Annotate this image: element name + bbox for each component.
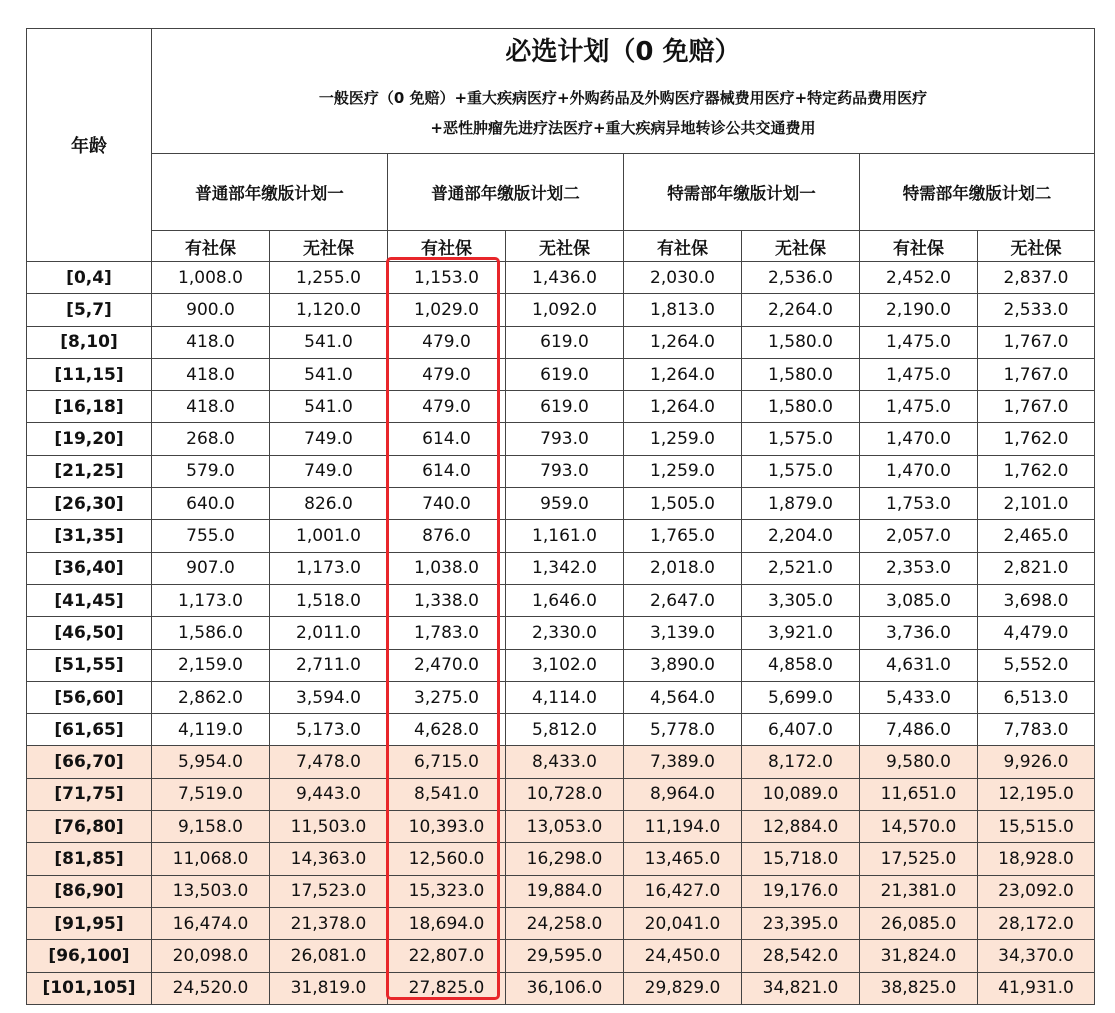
age-band-cell: [19,20] xyxy=(27,423,152,455)
plan-title: 必选计划（0 免赔） xyxy=(505,37,741,67)
table-row xyxy=(27,746,1095,778)
premium-cell: 11,068.0 xyxy=(152,843,270,875)
premium-cell: 4,858.0 xyxy=(742,649,860,681)
premium-cell: 2,264.0 xyxy=(742,294,860,326)
age-band-cell: [26,30] xyxy=(27,488,152,520)
premium-cell: 5,954.0 xyxy=(152,746,270,778)
age-band-cell: [5,7] xyxy=(27,294,152,326)
premium-cell: 418.0 xyxy=(152,358,270,390)
premium-cell: 17,525.0 xyxy=(860,843,978,875)
premium-cell: 4,631.0 xyxy=(860,649,978,681)
premium-cell: 29,829.0 xyxy=(624,972,742,1004)
table-row xyxy=(27,649,1095,681)
premium-cell: 24,520.0 xyxy=(152,972,270,1004)
premium-cell: 4,628.0 xyxy=(388,714,506,746)
premium-cell: 10,393.0 xyxy=(388,811,506,843)
premium-cell: 20,041.0 xyxy=(624,907,742,939)
premium-cell: 755.0 xyxy=(152,520,270,552)
premium-cell: 1,259.0 xyxy=(624,455,742,487)
premium-cell: 7,519.0 xyxy=(152,778,270,810)
age-band-cell: [71,75] xyxy=(27,778,152,810)
premium-cell: 268.0 xyxy=(152,423,270,455)
premium-cell: 2,521.0 xyxy=(742,552,860,584)
premium-cell: 1,008.0 xyxy=(152,262,270,294)
premium-cell: 18,694.0 xyxy=(388,907,506,939)
age-band-cell: [0,4] xyxy=(27,262,152,294)
premium-cell: 1,646.0 xyxy=(506,584,624,616)
premium-cell: 793.0 xyxy=(506,455,624,487)
with-social-security-header: 有社保 xyxy=(860,231,978,262)
table-row xyxy=(27,488,1095,520)
plan-title-cell xyxy=(152,29,1095,154)
premium-cell: 13,053.0 xyxy=(506,811,624,843)
premium-cell: 1,259.0 xyxy=(624,423,742,455)
premium-cell: 7,389.0 xyxy=(624,746,742,778)
premium-cell: 1,255.0 xyxy=(270,262,388,294)
age-band-cell: [56,60] xyxy=(27,681,152,713)
premium-cell: 541.0 xyxy=(270,326,388,358)
premium-cell: 541.0 xyxy=(270,391,388,423)
table-row xyxy=(27,423,1095,455)
table-row xyxy=(27,326,1095,358)
premium-cell: 2,204.0 xyxy=(742,520,860,552)
premium-cell: 28,172.0 xyxy=(978,907,1095,939)
table-row xyxy=(27,843,1095,875)
premium-cell: 1,575.0 xyxy=(742,455,860,487)
age-band-cell: [46,50] xyxy=(27,617,152,649)
premium-cell: 2,030.0 xyxy=(624,262,742,294)
table-row xyxy=(27,552,1095,584)
premium-cell: 740.0 xyxy=(388,488,506,520)
table-row xyxy=(27,940,1095,972)
premium-cell: 1,783.0 xyxy=(388,617,506,649)
premium-cell: 5,778.0 xyxy=(624,714,742,746)
premium-cell: 3,275.0 xyxy=(388,681,506,713)
premium-cell: 1,575.0 xyxy=(742,423,860,455)
premium-cell: 579.0 xyxy=(152,455,270,487)
premium-cell: 13,503.0 xyxy=(152,875,270,907)
premium-cell: 12,560.0 xyxy=(388,843,506,875)
premium-cell: 2,353.0 xyxy=(860,552,978,584)
premium-cell: 5,552.0 xyxy=(978,649,1095,681)
premium-cell: 2,647.0 xyxy=(624,584,742,616)
premium-cell: 1,586.0 xyxy=(152,617,270,649)
premium-cell: 15,718.0 xyxy=(742,843,860,875)
premium-cell: 749.0 xyxy=(270,423,388,455)
table-row xyxy=(27,294,1095,326)
premium-cell: 3,594.0 xyxy=(270,681,388,713)
age-band-cell: [91,95] xyxy=(27,907,152,939)
premium-cell: 10,728.0 xyxy=(506,778,624,810)
premium-cell: 18,928.0 xyxy=(978,843,1095,875)
premium-cell: 1,153.0 xyxy=(388,262,506,294)
premium-cell: 2,330.0 xyxy=(506,617,624,649)
premium-cell: 12,195.0 xyxy=(978,778,1095,810)
without-social-security-header: 无社保 xyxy=(978,231,1095,262)
premium-cell: 15,323.0 xyxy=(388,875,506,907)
premium-cell: 23,092.0 xyxy=(978,875,1095,907)
premium-cell: 4,564.0 xyxy=(624,681,742,713)
table-row xyxy=(27,681,1095,713)
premium-cell: 19,884.0 xyxy=(506,875,624,907)
premium-cell: 1,092.0 xyxy=(506,294,624,326)
premium-cell: 1,813.0 xyxy=(624,294,742,326)
premium-cell: 619.0 xyxy=(506,358,624,390)
table-row xyxy=(27,972,1095,1004)
premium-cell: 1,338.0 xyxy=(388,584,506,616)
premium-cell: 17,523.0 xyxy=(270,875,388,907)
premium-cell: 23,395.0 xyxy=(742,907,860,939)
premium-cell: 31,824.0 xyxy=(860,940,978,972)
premium-cell: 21,378.0 xyxy=(270,907,388,939)
premium-cell: 3,736.0 xyxy=(860,617,978,649)
premium-cell: 5,173.0 xyxy=(270,714,388,746)
premium-cell: 26,081.0 xyxy=(270,940,388,972)
premium-cell: 29,595.0 xyxy=(506,940,624,972)
premium-cell: 2,533.0 xyxy=(978,294,1095,326)
with-social-security-header: 有社保 xyxy=(624,231,742,262)
premium-cell: 907.0 xyxy=(152,552,270,584)
table-row xyxy=(27,875,1095,907)
age-column-header: 年龄 xyxy=(27,29,152,262)
premium-cell: 1,264.0 xyxy=(624,358,742,390)
premium-cell: 1,580.0 xyxy=(742,358,860,390)
premium-cell: 15,515.0 xyxy=(978,811,1095,843)
premium-cell: 2,821.0 xyxy=(978,552,1095,584)
age-band-cell: [81,85] xyxy=(27,843,152,875)
table-row xyxy=(27,455,1095,487)
premium-cell: 614.0 xyxy=(388,455,506,487)
premium-cell: 5,699.0 xyxy=(742,681,860,713)
premium-cell: 7,783.0 xyxy=(978,714,1095,746)
plan-header-special-2: 特需部年缴版计划二 xyxy=(860,154,1095,231)
age-band-cell: [66,70] xyxy=(27,746,152,778)
premium-cell: 13,465.0 xyxy=(624,843,742,875)
premium-cell: 3,698.0 xyxy=(978,584,1095,616)
premium-cell: 34,370.0 xyxy=(978,940,1095,972)
premium-cell: 479.0 xyxy=(388,358,506,390)
premium-cell: 2,190.0 xyxy=(860,294,978,326)
premium-cell: 9,158.0 xyxy=(152,811,270,843)
premium-cell: 16,427.0 xyxy=(624,875,742,907)
premium-cell: 36,106.0 xyxy=(506,972,624,1004)
age-band-cell: [16,18] xyxy=(27,391,152,423)
premium-cell: 4,479.0 xyxy=(978,617,1095,649)
premium-cell: 34,821.0 xyxy=(742,972,860,1004)
premium-cell: 6,715.0 xyxy=(388,746,506,778)
premium-cell: 2,101.0 xyxy=(978,488,1095,520)
premium-cell: 1,038.0 xyxy=(388,552,506,584)
premium-cell: 2,837.0 xyxy=(978,262,1095,294)
premium-cell: 38,825.0 xyxy=(860,972,978,1004)
premium-cell: 11,194.0 xyxy=(624,811,742,843)
premium-cell: 22,807.0 xyxy=(388,940,506,972)
premium-cell: 12,884.0 xyxy=(742,811,860,843)
premium-cell: 793.0 xyxy=(506,423,624,455)
age-band-cell: [86,90] xyxy=(27,875,152,907)
premium-cell: 31,819.0 xyxy=(270,972,388,1004)
without-social-security-header: 无社保 xyxy=(506,231,624,262)
premium-table-body xyxy=(27,262,1095,1005)
premium-cell: 9,443.0 xyxy=(270,778,388,810)
age-band-cell: [21,25] xyxy=(27,455,152,487)
premium-cell: 1,001.0 xyxy=(270,520,388,552)
premium-cell: 1,161.0 xyxy=(506,520,624,552)
premium-cell: 8,964.0 xyxy=(624,778,742,810)
premium-cell: 4,119.0 xyxy=(152,714,270,746)
table-row xyxy=(27,714,1095,746)
premium-cell: 10,089.0 xyxy=(742,778,860,810)
age-band-cell: [101,105] xyxy=(27,972,152,1004)
premium-cell: 3,305.0 xyxy=(742,584,860,616)
premium-cell: 1,767.0 xyxy=(978,326,1095,358)
premium-cell: 826.0 xyxy=(270,488,388,520)
premium-cell: 3,102.0 xyxy=(506,649,624,681)
age-band-cell: [11,15] xyxy=(27,358,152,390)
premium-cell: 1,029.0 xyxy=(388,294,506,326)
premium-cell: 6,513.0 xyxy=(978,681,1095,713)
coverage-line-2: +恶性肿瘤先进疗法医疗+重大疾病异地转诊公共交通费用 xyxy=(430,119,816,137)
age-band-cell: [96,100] xyxy=(27,940,152,972)
premium-cell: 2,452.0 xyxy=(860,262,978,294)
premium-cell: 900.0 xyxy=(152,294,270,326)
premium-cell: 640.0 xyxy=(152,488,270,520)
premium-cell: 1,173.0 xyxy=(152,584,270,616)
premium-cell: 2,159.0 xyxy=(152,649,270,681)
premium-cell: 876.0 xyxy=(388,520,506,552)
premium-cell: 1,505.0 xyxy=(624,488,742,520)
table-row xyxy=(27,520,1095,552)
premium-cell: 619.0 xyxy=(506,326,624,358)
age-band-cell: [41,45] xyxy=(27,584,152,616)
premium-cell: 1,120.0 xyxy=(270,294,388,326)
premium-cell: 28,542.0 xyxy=(742,940,860,972)
premium-cell: 8,172.0 xyxy=(742,746,860,778)
premium-cell: 3,890.0 xyxy=(624,649,742,681)
table-row xyxy=(27,391,1095,423)
premium-cell: 16,298.0 xyxy=(506,843,624,875)
premium-cell: 3,085.0 xyxy=(860,584,978,616)
premium-cell: 541.0 xyxy=(270,358,388,390)
premium-cell: 619.0 xyxy=(506,391,624,423)
premium-cell: 9,926.0 xyxy=(978,746,1095,778)
premium-cell: 2,057.0 xyxy=(860,520,978,552)
premium-cell: 1,580.0 xyxy=(742,326,860,358)
premium-cell: 1,767.0 xyxy=(978,358,1095,390)
premium-cell: 19,176.0 xyxy=(742,875,860,907)
age-band-cell: [51,55] xyxy=(27,649,152,681)
premium-cell: 418.0 xyxy=(152,391,270,423)
premium-cell: 479.0 xyxy=(388,391,506,423)
age-band-cell: [61,65] xyxy=(27,714,152,746)
table-row xyxy=(27,811,1095,843)
premium-cell: 27,825.0 xyxy=(388,972,506,1004)
premium-cell: 24,450.0 xyxy=(624,940,742,972)
premium-cell: 11,651.0 xyxy=(860,778,978,810)
with-social-security-header: 有社保 xyxy=(388,231,506,262)
premium-cell: 2,536.0 xyxy=(742,262,860,294)
premium-cell: 1,580.0 xyxy=(742,391,860,423)
premium-cell: 418.0 xyxy=(152,326,270,358)
premium-cell: 2,470.0 xyxy=(388,649,506,681)
premium-cell: 7,486.0 xyxy=(860,714,978,746)
premium-cell: 1,753.0 xyxy=(860,488,978,520)
premium-cell: 1,264.0 xyxy=(624,391,742,423)
premium-cell: 1,767.0 xyxy=(978,391,1095,423)
premium-cell: 2,011.0 xyxy=(270,617,388,649)
premium-cell: 8,433.0 xyxy=(506,746,624,778)
premium-cell: 5,433.0 xyxy=(860,681,978,713)
coverage-line-1: 一般医疗（0 免赔）+重大疾病医疗+外购药品及外购医疗器械费用医疗+特定药品费用医疗 xyxy=(318,89,928,107)
premium-cell: 1,762.0 xyxy=(978,455,1095,487)
premium-cell: 7,478.0 xyxy=(270,746,388,778)
age-band-cell: [31,35] xyxy=(27,520,152,552)
premium-cell: 1,518.0 xyxy=(270,584,388,616)
premium-cell: 6,407.0 xyxy=(742,714,860,746)
premium-cell: 1,475.0 xyxy=(860,391,978,423)
premium-cell: 5,812.0 xyxy=(506,714,624,746)
table-row xyxy=(27,262,1095,294)
premium-cell: 1,762.0 xyxy=(978,423,1095,455)
premium-cell: 614.0 xyxy=(388,423,506,455)
premium-cell: 21,381.0 xyxy=(860,875,978,907)
plan-header-special-1: 特需部年缴版计划一 xyxy=(624,154,860,231)
premium-cell: 20,098.0 xyxy=(152,940,270,972)
premium-cell: 1,475.0 xyxy=(860,326,978,358)
premium-cell: 26,085.0 xyxy=(860,907,978,939)
age-band-cell: [8,10] xyxy=(27,326,152,358)
with-social-security-header: 有社保 xyxy=(152,231,270,262)
premium-cell: 1,436.0 xyxy=(506,262,624,294)
table-row xyxy=(27,584,1095,616)
table-row xyxy=(27,907,1095,939)
premium-cell: 2,862.0 xyxy=(152,681,270,713)
premium-cell: 1,475.0 xyxy=(860,358,978,390)
without-social-security-header: 无社保 xyxy=(742,231,860,262)
premium-cell: 11,503.0 xyxy=(270,811,388,843)
premium-cell: 959.0 xyxy=(506,488,624,520)
plan-header-regular-1: 普通部年缴版计划一 xyxy=(152,154,388,231)
premium-cell: 1,879.0 xyxy=(742,488,860,520)
premium-cell: 3,139.0 xyxy=(624,617,742,649)
premium-cell: 14,363.0 xyxy=(270,843,388,875)
premium-cell: 4,114.0 xyxy=(506,681,624,713)
plan-header-regular-2: 普通部年缴版计划二 xyxy=(388,154,624,231)
premium-cell: 1,470.0 xyxy=(860,455,978,487)
table-row xyxy=(27,358,1095,390)
premium-cell: 8,541.0 xyxy=(388,778,506,810)
premium-cell: 1,342.0 xyxy=(506,552,624,584)
premium-cell: 479.0 xyxy=(388,326,506,358)
without-social-security-header: 无社保 xyxy=(270,231,388,262)
premium-cell: 16,474.0 xyxy=(152,907,270,939)
age-band-cell: [76,80] xyxy=(27,811,152,843)
age-band-cell: [36,40] xyxy=(27,552,152,584)
premium-cell: 1,765.0 xyxy=(624,520,742,552)
premium-cell: 1,173.0 xyxy=(270,552,388,584)
premium-cell: 14,570.0 xyxy=(860,811,978,843)
premium-cell: 749.0 xyxy=(270,455,388,487)
premium-cell: 3,921.0 xyxy=(742,617,860,649)
premium-cell: 1,470.0 xyxy=(860,423,978,455)
premium-cell: 41,931.0 xyxy=(978,972,1095,1004)
premium-table xyxy=(26,28,1095,1005)
table-row xyxy=(27,617,1095,649)
table-row xyxy=(27,778,1095,810)
premium-cell: 1,264.0 xyxy=(624,326,742,358)
premium-cell: 9,580.0 xyxy=(860,746,978,778)
premium-cell: 2,711.0 xyxy=(270,649,388,681)
premium-cell: 2,018.0 xyxy=(624,552,742,584)
premium-cell: 2,465.0 xyxy=(978,520,1095,552)
premium-cell: 24,258.0 xyxy=(506,907,624,939)
